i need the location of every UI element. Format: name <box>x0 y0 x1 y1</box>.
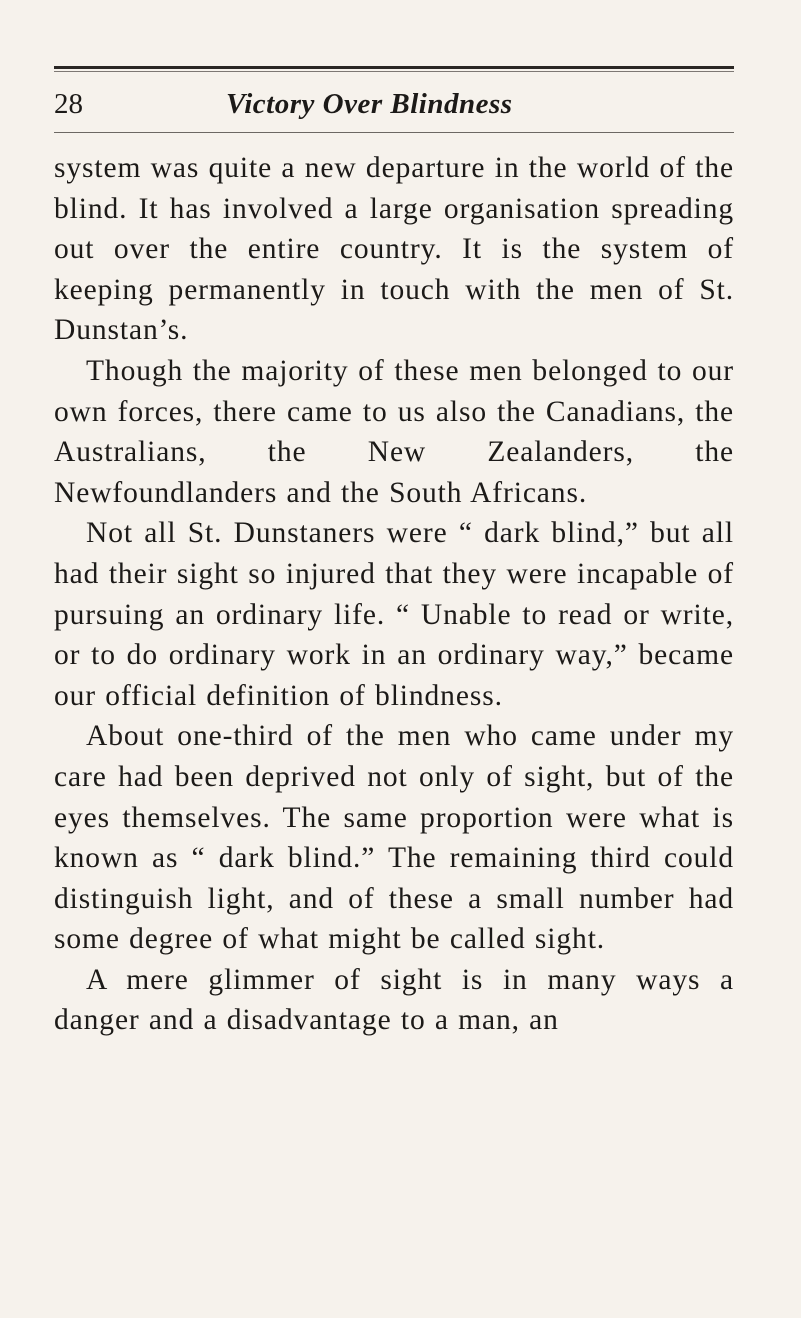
paragraph-proportions: About one-third of the men who came under my care had been deprived not only of sight, but of the eyes themselves. The same proportion were what is known as “ dark blind.” The remaining third could distinguish light, and of these a small number had some degree of what might be called sight. <box>54 720 734 956</box>
page-header <box>54 84 734 124</box>
header-underline <box>54 132 734 133</box>
body-text <box>54 148 734 1041</box>
paragraph-forces: Though the majority of these men belonged to our own forces, there came to us also the Canadians, the Australians, the New Zealanders, the Newfoundlanders and the South Africans. <box>54 354 734 509</box>
paragraph-definition: Not all St. Dunstaners were “ dark blind,” but all had their sight so injured that they were incapable of pursuing an ordinary life. “ Unable to read or write, or to do ordinary work in an ordinary way,” became our official definition of blindness. <box>54 517 734 712</box>
header-rule-thick <box>54 66 734 69</box>
header-rule-thin <box>54 71 734 72</box>
paragraph-glimmer: A mere glimmer of sight is in many ways a danger and a disadvantage to a man, an <box>54 963 734 1037</box>
paragraph-continued: system was quite a new departure in the world of the blind. It has involved a large organisation spreading out over the entire country. It is the system of keeping permanently in touch with the men of St. Dunstan’s. <box>54 152 734 347</box>
running-title: Victory Over Blindness <box>226 88 513 120</box>
page-number: 28 <box>54 88 83 120</box>
